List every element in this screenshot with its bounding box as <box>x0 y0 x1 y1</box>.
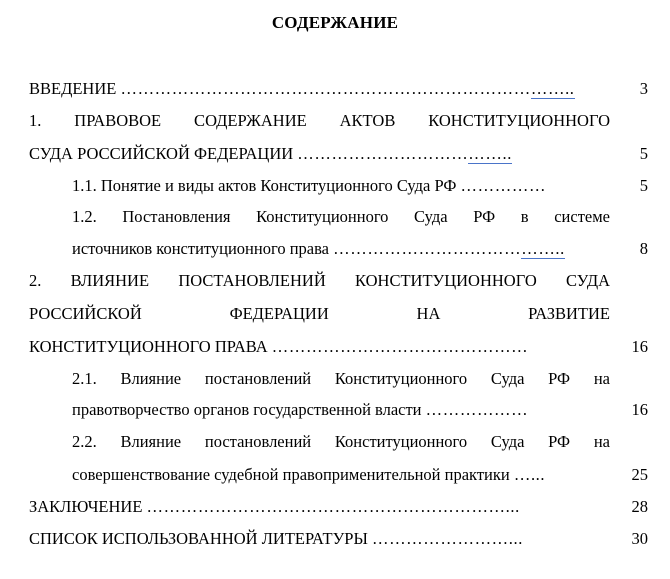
toc-page-number: 5 <box>639 144 648 163</box>
toc-page-number: 3 <box>639 79 648 98</box>
toc-entry-text: ЗАКЛЮЧЕНИЕ <box>29 497 147 516</box>
toc-entry-text: СПИСОК ИСПОЛЬЗОВАННОЙ ЛИТЕРАТУРЫ <box>29 529 372 548</box>
toc-entry-s21-line2 <box>72 400 528 420</box>
toc-entry-text: совершенствование судебной правоприменительной практики <box>72 465 514 484</box>
toc-leader-dots-underlined: …….. <box>468 144 512 163</box>
toc-leader-dots-underlined: …….. <box>530 79 575 98</box>
toc-entry-ch2-line3 <box>29 337 528 357</box>
toc-entry-s21-line1: 2.1. Влияние постановлений Конституционного Суда РФ на <box>72 369 610 388</box>
toc-entry-s22-line2 <box>72 465 545 485</box>
toc-entry-s11 <box>72 176 546 196</box>
toc-entry-text: ВВЕДЕНИЕ <box>29 79 121 98</box>
toc-leader-dots-underlined: …….. <box>521 239 565 258</box>
toc-leader-dots: ……………………………………… <box>271 337 529 356</box>
toc-leader-dots: …………………………… <box>333 239 522 258</box>
toc-leader-dots: ……………… <box>425 400 529 419</box>
toc-leader-dots: …………… <box>460 176 547 195</box>
toc-page-number: 25 <box>631 465 648 484</box>
toc-entry-intro <box>29 79 575 99</box>
toc-leader-dots: ………………………… <box>297 144 469 163</box>
toc-leader-dots: ……………………………………………………………… <box>120 79 531 98</box>
toc-page-number: 16 <box>631 337 648 356</box>
toc-entry-conclusion <box>29 497 520 517</box>
toc-entry-ch1-line2 <box>29 144 512 164</box>
toc-entry-ch1-line1: 1. ПРАВОВОЕ СОДЕРЖАНИЕ АКТОВ КОНСТИТУЦИОННОГО <box>29 111 610 130</box>
toc-entry-s12-line2 <box>72 239 565 259</box>
toc-page-number: 30 <box>631 529 648 548</box>
toc-entry-text: источников конституционного права <box>72 239 334 258</box>
toc-entry-text: 1.1. Понятие и виды актов Конституционного Суда РФ <box>72 176 461 195</box>
toc-entry-ch2-line1: 2. ВЛИЯНИЕ ПОСТАНОВЛЕНИЙ КОНСТИТУЦИОННОГО СУДА <box>29 271 610 290</box>
toc-entry-ch2-line2: РОССИЙСКОЙ ФЕДЕРАЦИИ НА РАЗВИТИЕ <box>29 304 610 323</box>
toc-entry-s22-line1: 2.2. Влияние постановлений Конституционного Суда РФ на <box>72 432 610 451</box>
toc-leader-dots: ……………………... <box>371 529 523 548</box>
toc-leader-dots: ………………………………………………………... <box>146 497 520 516</box>
toc-entry-bibliography <box>29 529 523 549</box>
toc-entry-text: правотворчество органов государственной власти <box>72 400 426 419</box>
toc-entry-text: КОНСТИТУЦИОННОГО ПРАВА <box>29 337 272 356</box>
toc-title: СОДЕРЖАНИЕ <box>271 13 399 32</box>
toc-page-number: 5 <box>639 176 648 195</box>
toc-entry-s12-line1: 1.2. Постановления Конституционного Суда РФ в системе <box>72 207 610 226</box>
toc-page-number: 28 <box>631 497 648 516</box>
toc-page-number: 16 <box>631 400 648 419</box>
toc-leader-dots: …... <box>513 465 546 484</box>
toc-entry-text: СУДА РОССИЙСКОЙ ФЕДЕРАЦИИ <box>29 144 298 163</box>
toc-page-number: 8 <box>639 239 648 258</box>
